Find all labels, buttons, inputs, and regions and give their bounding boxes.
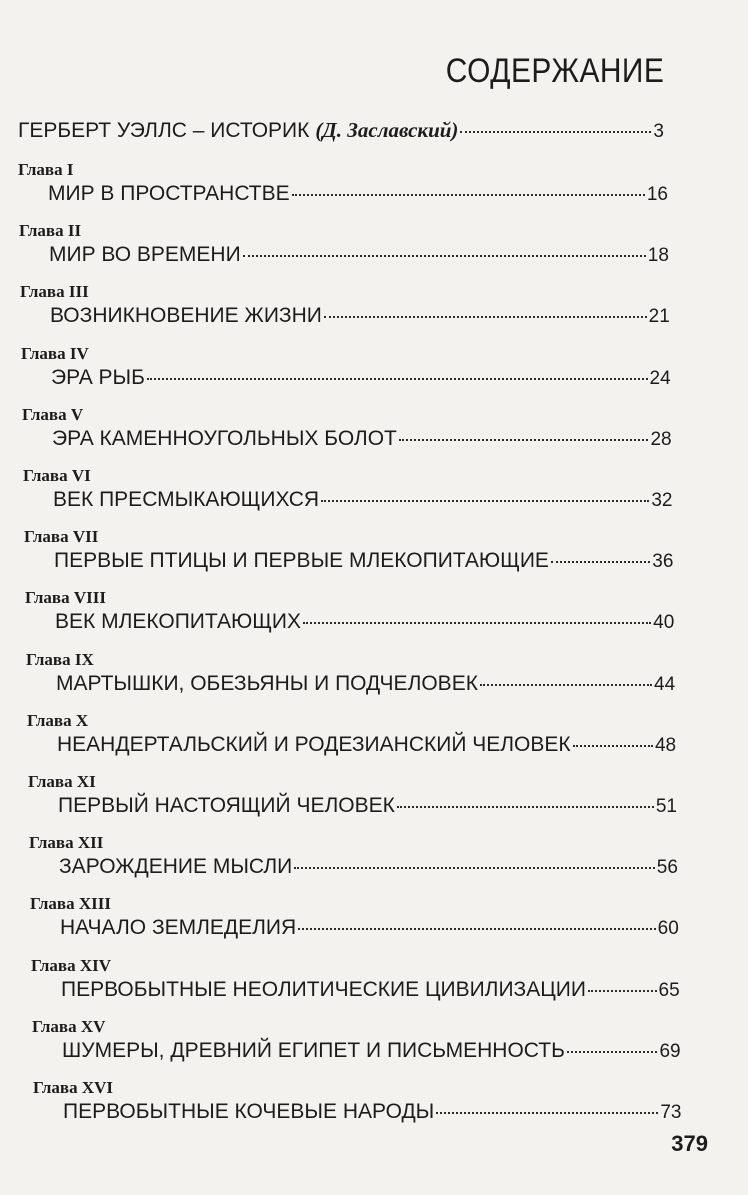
toc-entry [49, 243, 669, 267]
toc-entry-page: 3 [653, 121, 664, 142]
dot-leader [324, 316, 647, 318]
chapter-label: Глава XVI [33, 1078, 114, 1097]
toc-entry-title: МИР ВО ВРЕМЕНИ [49, 243, 241, 267]
toc-entry-title: ЭРА КАМЕННОУГОЛЬНЫХ БОЛОТ [52, 426, 397, 450]
toc-entry [63, 1100, 682, 1124]
toc-entry-intro [18, 118, 664, 143]
dot-leader [573, 745, 653, 747]
dot-leader [294, 867, 654, 869]
toc-entry-page: 56 [656, 857, 678, 879]
dot-leader [460, 131, 651, 133]
toc-entry-title: ЭРА РЫБ [51, 365, 145, 389]
toc-entry-title: МИР В ПРОСТРАНСТВЕ [48, 182, 290, 205]
toc-entry-page: 40 [653, 612, 675, 634]
chapter-label: Глава I [18, 160, 74, 179]
page-number: 379 [671, 1131, 708, 1156]
toc-entry-page: 69 [659, 1040, 681, 1062]
chapter-label: Глава VIII [25, 588, 106, 608]
toc-entry-title: НЕАНДЕРТАЛЬСКИЙ И РОДЕЗИАНСКИЙ ЧЕЛОВЕК [57, 732, 571, 756]
toc-entry-title: ПЕРВОБЫТНЫЕ КОЧЕВЫЕ НАРОДЫ [63, 1100, 435, 1123]
chapter-label: Глава VI [23, 466, 91, 485]
toc-entry-title: ПЕРВЫЕ ПТИЦЫ И ПЕРВЫЕ МЛЕКОПИТАЮЩИЕ [54, 549, 549, 573]
toc-entry [62, 1039, 681, 1063]
toc-entry [55, 610, 674, 634]
toc-entry [60, 916, 679, 940]
dot-leader [292, 194, 645, 196]
toc-entry [58, 794, 677, 818]
toc-entry-page: 60 [657, 918, 679, 940]
toc-entry-page: 48 [654, 734, 677, 756]
toc-entry-title: ПЕРВЫЙ НАСТОЯЩИЙ ЧЕЛОВЕК [58, 794, 395, 817]
toc-entry-title: ПЕРВОБЫТНЫЕ НЕОЛИТИЧЕСКИЕ ЦИВИЛИЗАЦИИ [61, 977, 586, 1001]
toc-entry-label: ГЕРБЕРТ УЭЛЛС – ИСТОРИК [18, 119, 310, 142]
toc-entry [51, 366, 671, 390]
toc-entry-page: 51 [655, 796, 677, 817]
toc-entry-title: ЗАРОЖДЕНИЕ МЫСЛИ [59, 855, 293, 879]
toc-entry-title: ВЕК МЛЕКОПИТАЮЩИХ [55, 610, 302, 634]
toc-entry-page: 44 [654, 673, 676, 695]
dot-leader [243, 255, 646, 257]
chapter-label: Глава XIII [30, 894, 111, 914]
chapter-label: Глава IV [21, 343, 89, 363]
toc-entry-page: 73 [660, 1102, 682, 1123]
dot-leader [303, 622, 651, 624]
dot-leader [551, 561, 650, 563]
toc-entry-page: 28 [650, 428, 672, 450]
dot-leader [321, 500, 649, 502]
dot-leader [397, 806, 654, 808]
toc-entry [54, 549, 673, 573]
chapter-label: Глава II [19, 221, 82, 241]
toc-entry-page: 32 [651, 490, 673, 511]
toc-entry [53, 488, 673, 512]
toc-entry-page: 16 [646, 184, 668, 205]
dot-leader [480, 684, 652, 686]
chapter-label: Глава V [22, 404, 84, 424]
toc-entry-page: 24 [649, 367, 671, 389]
toc-entry [52, 427, 672, 451]
toc-entry-title: МАРТЫШКИ, ОБЕЗЬЯНЫ И ПОДЧЕЛОВЕК [56, 671, 478, 695]
chapter-label: Глава XV [32, 1016, 106, 1036]
toc-entry [57, 733, 676, 757]
chapter-label: Глава XI [28, 772, 96, 791]
toc-entry [56, 672, 675, 696]
dot-leader [399, 439, 649, 441]
chapter-label: Глава IX [26, 649, 94, 669]
dot-leader [298, 928, 655, 930]
chapter-label: Глава XII [29, 833, 104, 853]
chapter-label: Глава III [20, 282, 89, 302]
toc-entry [59, 855, 678, 879]
toc-entry-title: ВЕК ПРЕСМЫКАЮЩИХСЯ [53, 488, 320, 511]
dot-leader [147, 378, 648, 380]
toc-entry-title: ШУМЕРЫ, ДРЕВНИЙ ЕГИПЕТ И ПИСЬМЕННОСТЬ [62, 1038, 565, 1062]
toc-entry [50, 304, 670, 328]
toc-entry-title: НАЧАЛО ЗЕМЛЕДЕЛИЯ [60, 916, 297, 940]
toc-entry [48, 182, 668, 206]
page-title: СОДЕРЖАНИЕ [445, 52, 664, 90]
chapter-label: Глава X [27, 710, 89, 730]
dot-leader [567, 1051, 658, 1053]
dot-leader [588, 990, 657, 992]
chapter-label: Глава XIV [31, 955, 112, 975]
toc-entry-page: 21 [648, 306, 670, 328]
toc-entry-page: 65 [658, 979, 680, 1001]
toc-entry-title: ВОЗНИКНОВЕНИЕ ЖИЗНИ [50, 304, 322, 328]
toc-entry-page: 18 [647, 245, 669, 267]
toc-entry-author: (Д. Заславский) [315, 118, 459, 142]
toc-entry-page: 36 [652, 551, 674, 573]
chapter-label: Глава VII [24, 527, 99, 547]
dot-leader [436, 1112, 658, 1114]
toc-entry [61, 978, 680, 1002]
